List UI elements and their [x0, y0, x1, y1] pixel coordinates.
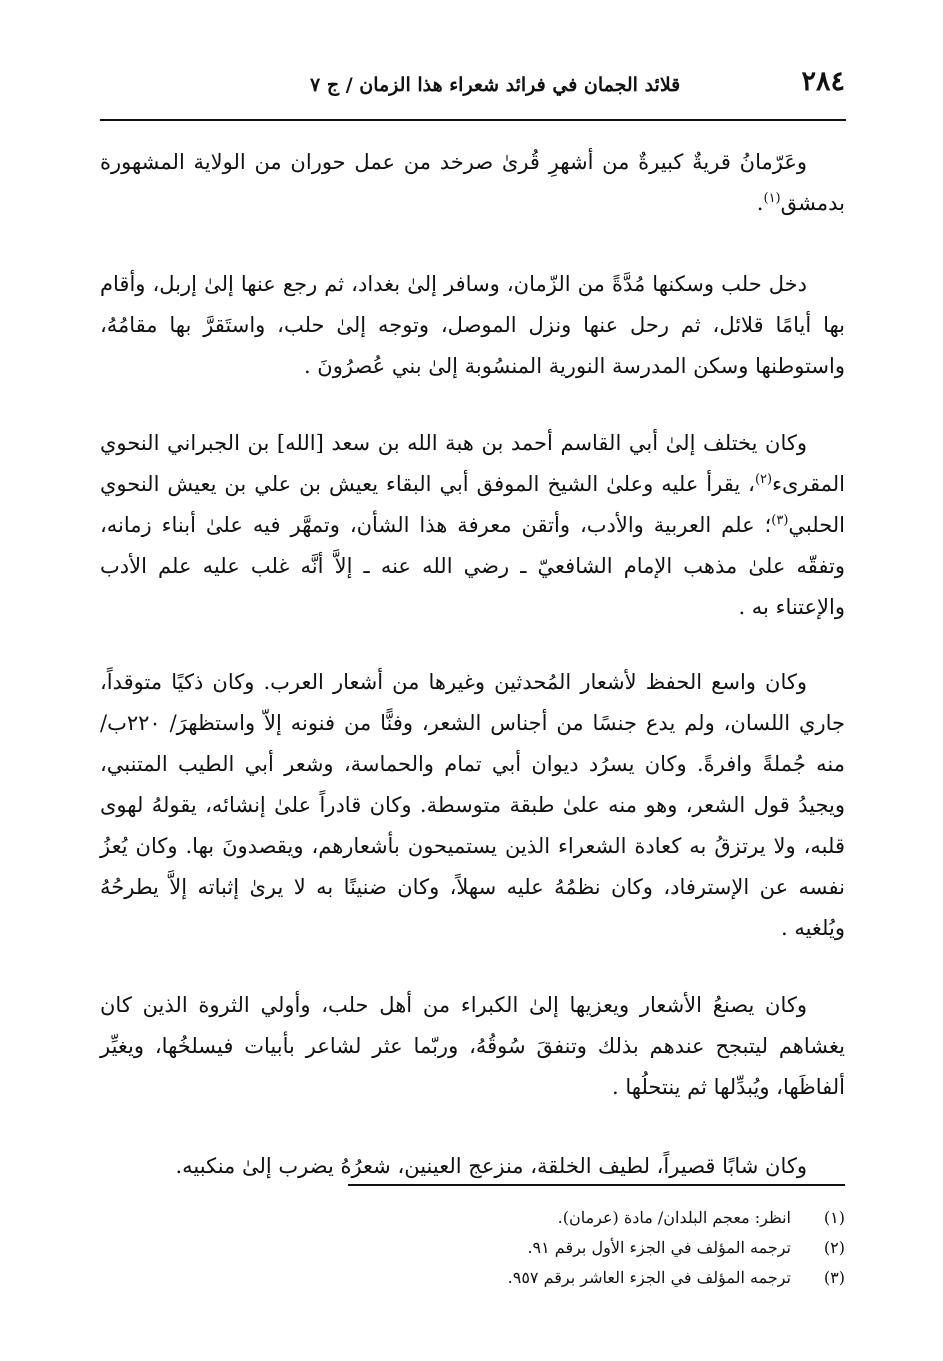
main-text — [100, 142, 845, 1227]
paragraph-5: وكان يصنعُ الأشعار ويعزيها إلىٰ الكبراء من أهل حلب، وأولي الثروة الذين كان يغشاهم ليتبجح عندهم بذلك وتنفقَ سُوقُهُ، وربّما عثر لشاعر بأبيات فيسلخُها، ويغيِّر ألفاظَها، ويُبدِّلها ثم ينتحلُها . — [100, 993, 845, 1099]
paragraph-6: وكان شابًا قصيراً، لطيف الخلقة، منزعج العينين، شعرُهُ يضرب إلىٰ منكبيه. — [175, 1154, 807, 1178]
footnote-number: (٢) — [823, 1238, 845, 1257]
paragraph-3-part-b: ، يقرأ عليه وعلىٰ الشيخ الموفق أبي البقاء يعيش بن علي بن يعيش النحوي الحلبي — [100, 472, 845, 537]
paragraph-1-text: وعَرّمانُ قريةٌ كبيرةٌ من أشهرِ قُرىٰ صرخد من عمل حوران من الولاية المشهورة بدمشق — [100, 150, 845, 215]
footnote-ref-1: (١) — [763, 191, 781, 206]
page-number: ٢٨٤ — [801, 66, 845, 97]
footnote-ref-2: (٢) — [754, 472, 773, 487]
footnote-number: (١) — [823, 1208, 845, 1227]
paragraph-1 — [100, 142, 845, 224]
footnote-text: انظر: معجم البلدان/ مادة (عرمان). — [557, 1208, 791, 1227]
paragraph-4: وكان واسع الحفظ لأشعار المُحدثين وغيرها من أشعار العرب. وكان ذكيًا متوقداً، جاري اللسان، ولم يدع جنسًا من أجناس الشعر، وفنًّا من فنونه إلاّ واستظهرَ/ ٢٢٠ب/ منه جُملةً وافرةً. وكان يسرُد ديوان أبي تمام والحماسة، وشعر أبي الطيب المتنبي، ويجيدُ قول الشعر، وهو منه علىٰ طبقة متوسطة. وكان قادراً علىٰ إنشائه، يقولهُ لهوى قلبه، ولا يرتزقُ به كعادة الشعراء الذين يستميحون بأشعارهم، ويقصدونَ بها. وكان يُعزُ نفسه عن الإسترفاد، وكان نظمُهُ عليه سهلاً، وكان ضنينًا به لا يرىٰ إثباته إلاَّ يطرحُهُ ويُلغيه . — [100, 670, 845, 940]
paragraph-3-part-c: ؛ علم العربية والأدب، وأتقن معرفة هذا الشأن، وتمهَّر فيه علىٰ أبناء زمانه، وتفقّه علىٰ مذهب الإمام الشافعيّ ـ رضي الله عنه ـ إلاَّ أنَّه غلب عليه علم الأدب والإعتناء به . — [100, 513, 845, 619]
footnote-2 — [300, 1233, 845, 1263]
footnote-ref-3: (٣) — [771, 513, 789, 528]
running-title: قلائد الجمان في فرائد شعراء هذا الزمان / ج ٧ — [310, 74, 681, 96]
footnote-3 — [300, 1263, 845, 1293]
paragraph-3 — [100, 423, 845, 628]
footnote-1 — [300, 1203, 845, 1233]
header-rule — [100, 119, 846, 121]
footnote-rule — [348, 1184, 845, 1186]
paragraph-1-end: . — [756, 191, 764, 215]
paragraph-3-part-a: وكان يختلف إلىٰ أبي القاسم أحمد بن هبة الله بن سعد [الله] بن الجبراني النحوي المقرىء — [100, 431, 845, 496]
footnote-number: (٣) — [823, 1268, 845, 1287]
footnote-text: ترجمه المؤلف في الجزء العاشر برقم ٩٥٧. — [507, 1268, 791, 1287]
footnote-text: ترجمه المؤلف في الجزء الأول برقم ٩١. — [527, 1238, 791, 1257]
footnotes — [300, 1203, 845, 1293]
page-header — [100, 62, 845, 106]
paragraph-2: دخل حلب وسكنها مُدَّةً من الزّمان، وسافر إلىٰ بغداد، ثم رجع عنها إلىٰ إربل، وأقام بها أيامًا قلائل، ثم رحل عنها ونزل الموصل، وتوجه إلىٰ حلب، واستَقرَّ بها مقامُهُ، واستوطنها وسكن المدرسة النورية المنسُوبة إلىٰ بني عُصرُونَ . — [100, 272, 845, 378]
